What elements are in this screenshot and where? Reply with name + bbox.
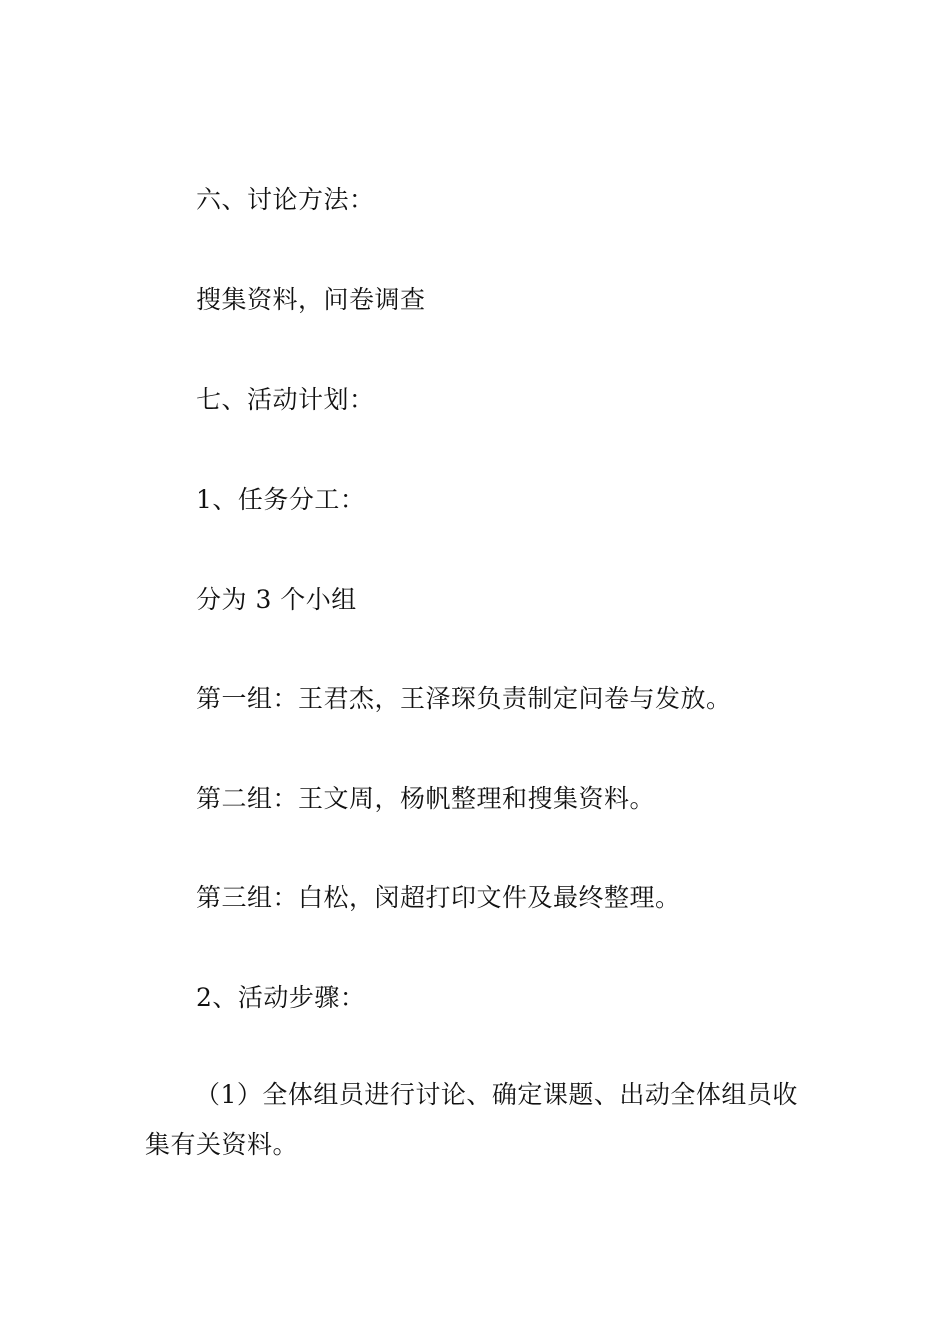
text-group-two: 第二组：王文周，杨帆整理和搜集资料。 (196, 784, 656, 813)
text-discussion-method: 搜集资料，问卷调查 (196, 285, 426, 314)
text-group-three: 第三组：白松，闵超打印文件及最终整理。 (196, 883, 681, 912)
heading-task-division: 1、任务分工： (196, 485, 366, 514)
heading-activity-steps: 2、活动步骤： (196, 983, 366, 1012)
heading-discussion-method: 六、讨论方法： (196, 185, 375, 214)
text-group-one: 第一组：王君杰，王泽琛负责制定问卷与发放。 (196, 684, 732, 713)
text-group-count: 分为 3 个小组 (196, 585, 357, 614)
heading-activity-plan: 七、活动计划： (196, 385, 375, 414)
paragraph-step-one: （1）全体组员进行讨论、确定课题、出动全体组员收集有关资料。 (145, 1080, 798, 1159)
